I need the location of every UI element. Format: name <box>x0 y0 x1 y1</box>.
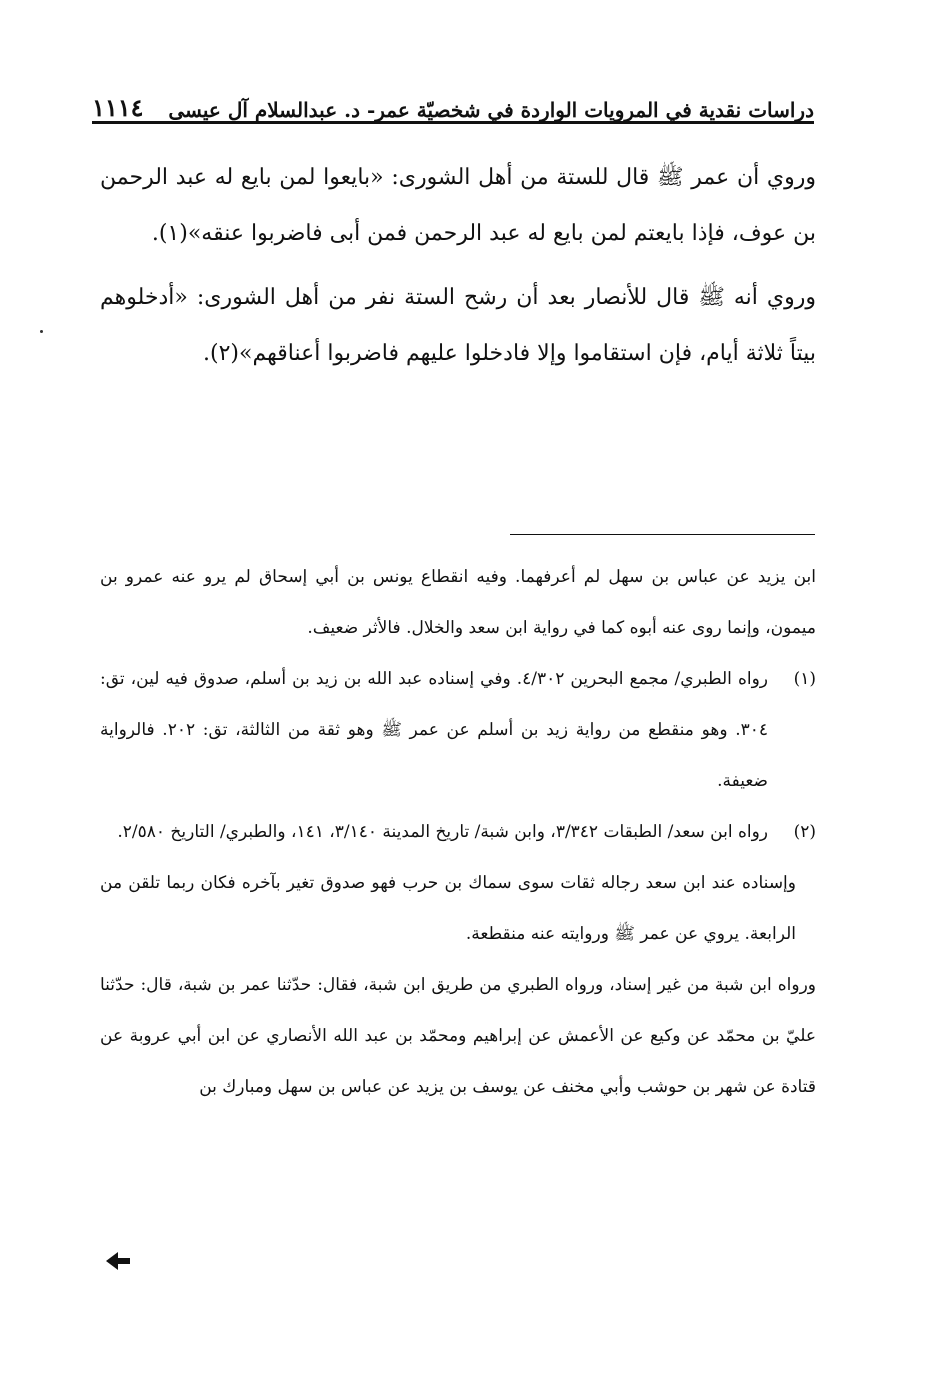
page-number: ١١١٤ <box>92 93 144 122</box>
main-text <box>100 150 816 382</box>
footnote-carryover: ابن يزيد عن عباس بن سهل لم أعرفهما. وفيه انقطاع يونس بن أبي إسحاق لم يرو عنه عمرو بن ميمون، وإنما روى عنه أبوه كما في رواية ابن سعد والخلال. فالأثر ضعيف. <box>100 567 816 638</box>
header-rule <box>92 121 814 124</box>
scan-speck <box>40 330 43 333</box>
footnote-2-continuation-2: ورواه ابن شبة من غير إسناد، ورواه الطبري من طريق ابن شبة، فقال: حدّثنا عمر بن شبة، قال: حدّثنا عليّ بن محمّد عن وكيع عن الأعمش عن إبراهيم ومحمّد بن عبد الله الأنصاري عن ابن أبي عروبة عن قتادة عن شهر بن حوشب وأبي مخنف عن يوسف بن يزيد عن عباس بن سهل ومبارك بن <box>100 975 816 1097</box>
footnotes <box>100 552 816 1113</box>
footnote-text: رواه ابن سعد/ الطبقات ٣/٣٤٢، وابن شبة/ تاريخ المدينة ٣/١٤٠، ١٤١، والطبري/ التاريخ ٢/٥٨٠. <box>117 822 768 842</box>
footnote-1 <box>100 654 816 807</box>
left-arrow-icon <box>104 1250 132 1272</box>
footnote-2 <box>100 807 816 858</box>
footnote-separator <box>510 534 815 535</box>
footnote-number: (١) <box>793 669 816 689</box>
footnote-2-continuation-1: وإسناده عند ابن سعد رجاله ثقات سوى سماك بن حرب فهو صدوق تغير بآخره فكان ربما تلقن من الرابعة. يروي عن عمر ﷺ وروايته عنه منقطعة. <box>100 873 796 944</box>
running-title: دراسات نقدية في المرويات الواردة في شخصيّة عمر- د. عبدالسلام آل عيسى <box>168 98 814 122</box>
footnote-text: رواه الطبري/ مجمع البحرين ٤/٣٠٢. وفي إسناده عبد الله بن زيد بن أسلم، صدوق فيه لين، تق: ٣٠٤. وهو منقطع من رواية زيد بن أسلم عن عمر ﷺ وهو ثقة من الثالثة، تق: ٢٠٢. فالرواية ضعيفة. <box>100 669 769 791</box>
page-header <box>92 84 814 122</box>
main-paragraph-2: وروي أنه ﷺ قال للأنصار بعد أن رشح الستة نفر من أهل الشورى: «أدخلوهم بيتاً ثلاثة أيام، فإن استقاموا وإلا فادخلوا عليهم فاضربوا أعناقهم»(٢). <box>100 285 817 366</box>
main-paragraph-1: وروي أن عمر ﷺ قال للستة من أهل الشورى: «بايعوا لمن بايع له عبد الرحمن بن عوف، فإذا بايعتم لمن بايع له عبد الرحمن فمن أبى فاضربوا عنقه»(١). <box>100 165 816 246</box>
footnote-number: (٢) <box>793 822 816 842</box>
